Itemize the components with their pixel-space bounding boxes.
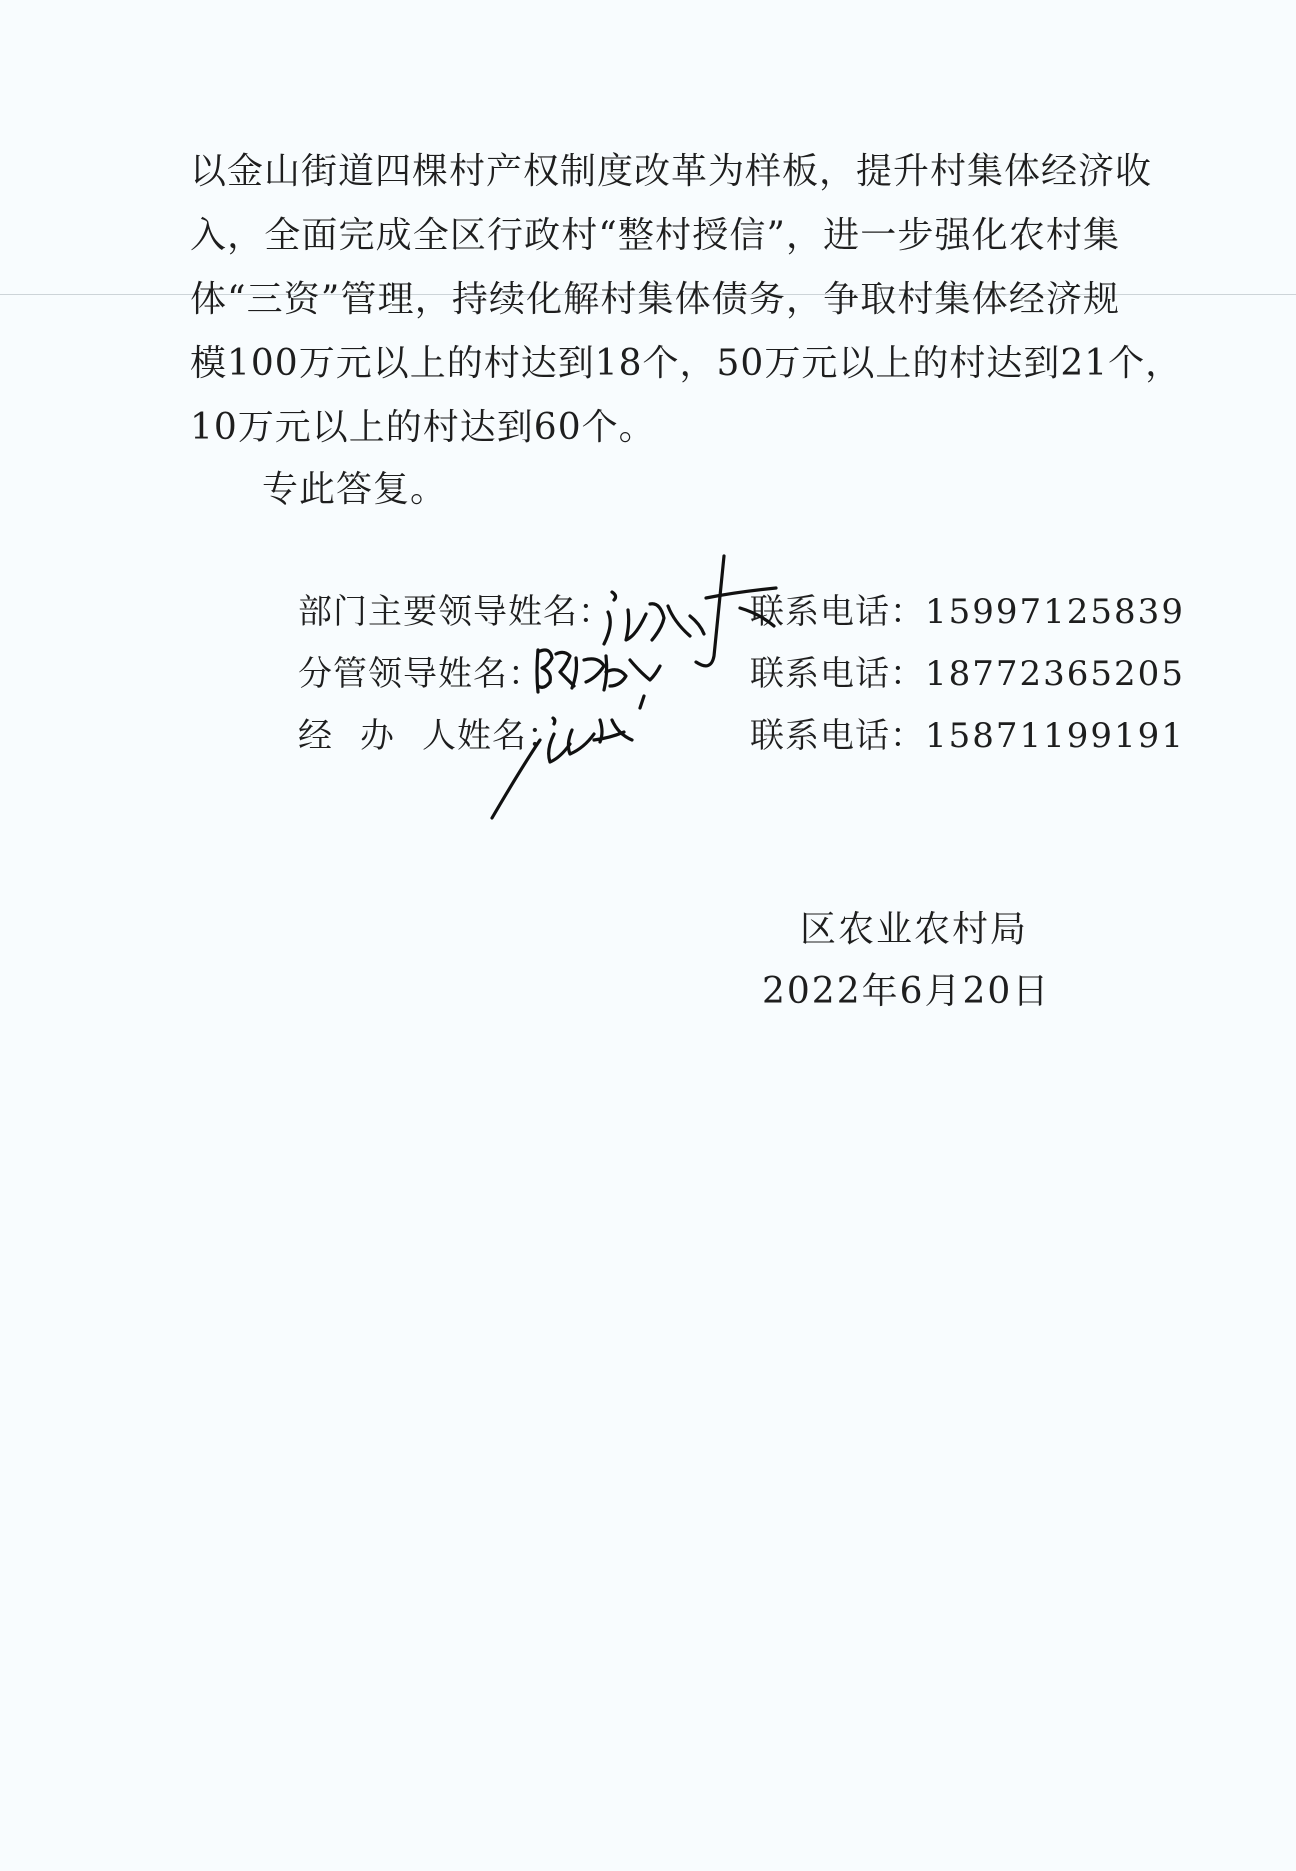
handler-label-part: 人姓名： <box>422 716 562 756</box>
signature-deputy-leader <box>537 650 660 692</box>
handler-label-part: 经 <box>298 716 360 756</box>
closing-remark: 专此答复。 <box>262 469 448 510</box>
phone-number: 18772365205 <box>925 654 1185 694</box>
paragraph-line: 10万元以上的村达到60个。 <box>190 407 656 448</box>
phone-number: 15871199191 <box>925 716 1185 756</box>
handler-label <box>298 704 562 768</box>
dept-leader-label: 部门主要领导姓名： <box>298 592 613 632</box>
handler-phone <box>750 704 1185 768</box>
dept-leader-phone <box>750 580 1185 644</box>
phone-label: 联系电话： <box>750 716 925 756</box>
phone-label: 联系电话： <box>750 592 925 632</box>
paragraph-line: 体“三资”管理，持续化解村集体债务，争取村集体经济规 <box>190 279 1120 320</box>
phone-label: 联系电话： <box>750 654 925 694</box>
deputy-leader-phone <box>750 642 1185 706</box>
issue-date: 2022年6月20日 <box>762 971 1051 1012</box>
handler-label-part: 办 <box>360 716 422 756</box>
phone-number: 15997125839 <box>925 592 1185 632</box>
paragraph-line: 以金山街道四棵村产权制度改革为样板，提升村集体经济收 <box>190 151 1153 192</box>
paragraph-line: 模100万元以上的村达到18个，50万元以上的村达到21个， <box>190 343 1183 384</box>
deputy-leader-label: 分管领导姓名： <box>298 654 543 694</box>
paragraph-line: 入，全面完成全区行政村“整村授信”，进一步强化农村集 <box>190 215 1120 256</box>
issuing-organization: 区农业农村局 <box>800 909 1029 950</box>
body-paragraph <box>190 140 1183 460</box>
